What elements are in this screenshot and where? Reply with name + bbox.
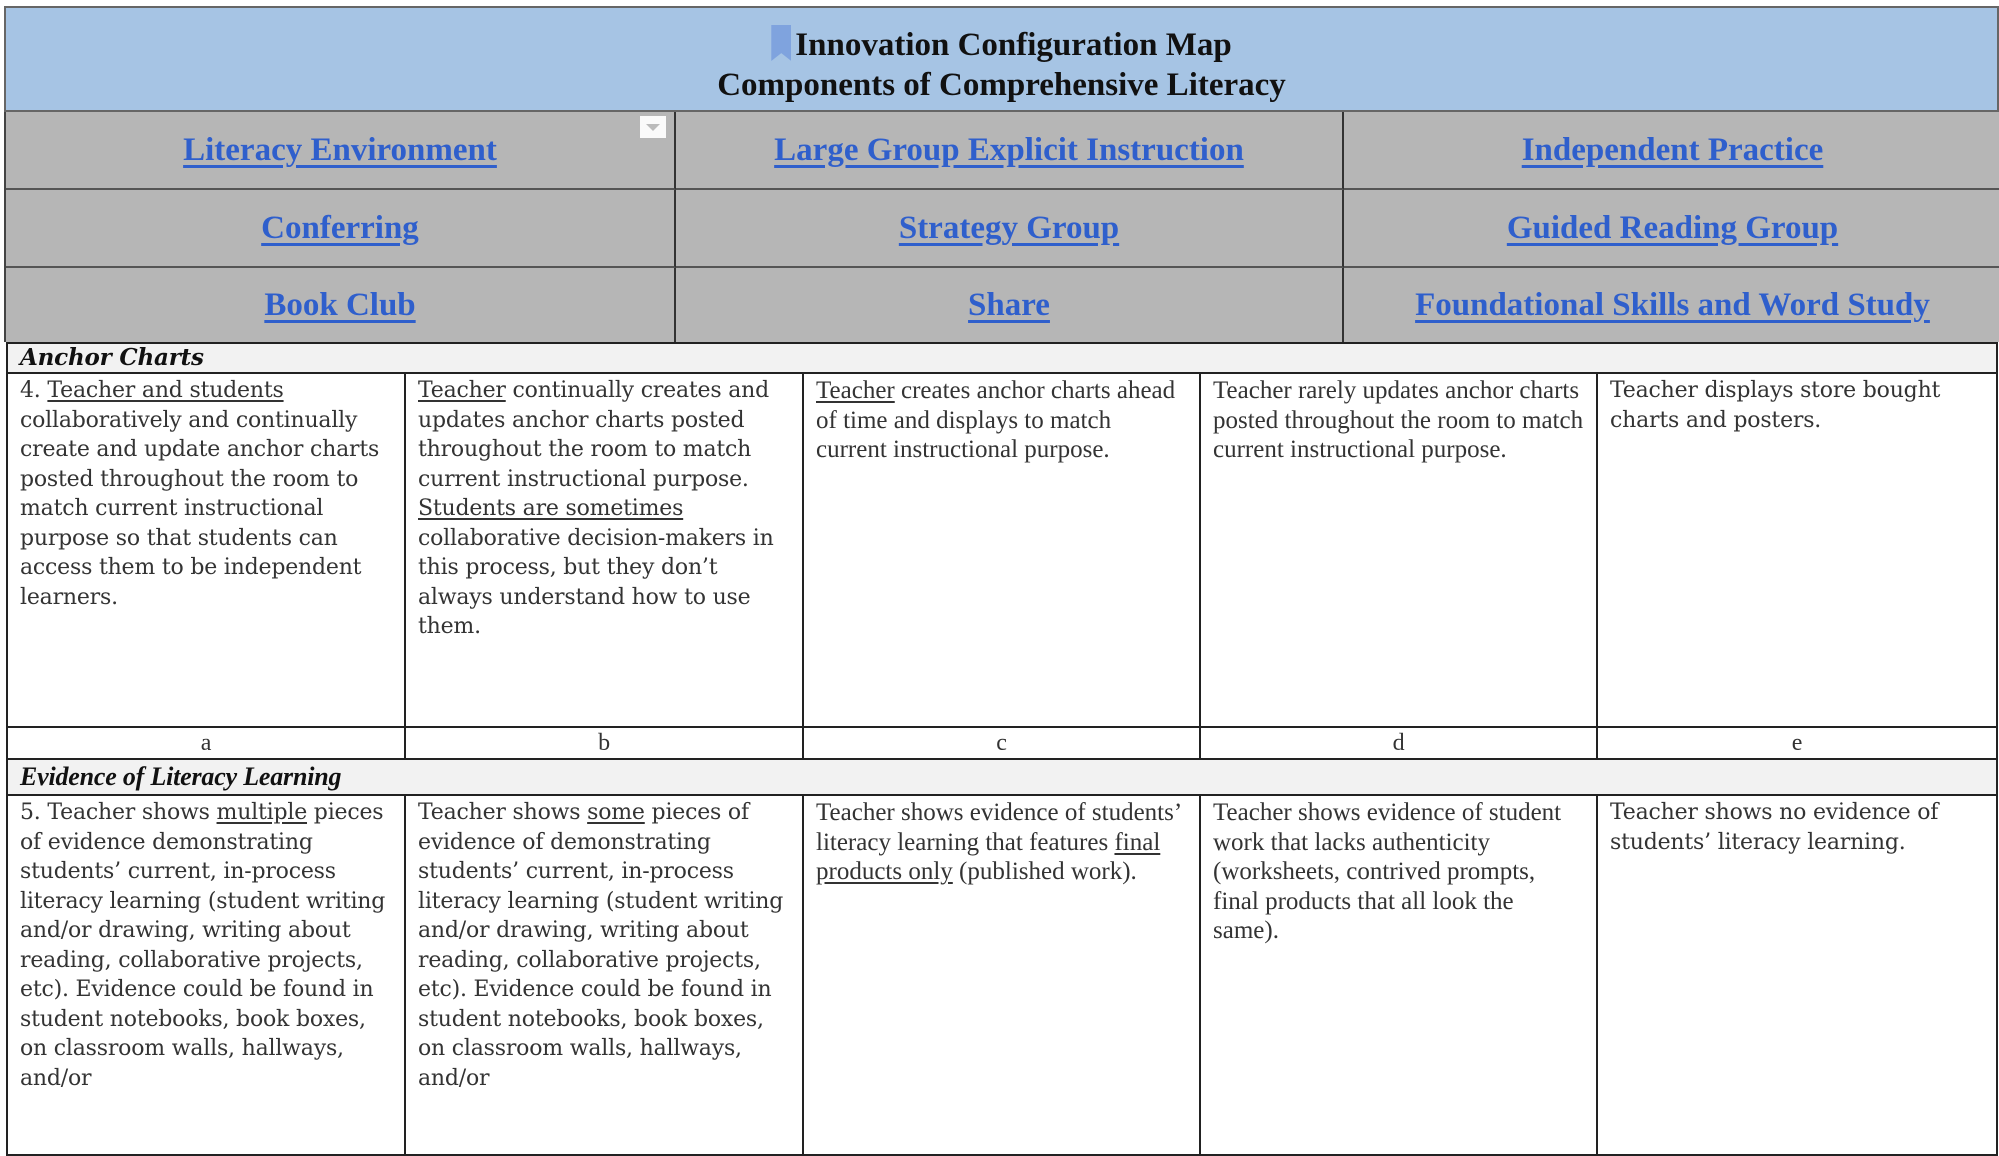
component-nav-grid	[4, 112, 1999, 342]
section-header-row	[7, 759, 1997, 795]
nav-link-independent-practice[interactable]: Independent Practice	[1521, 131, 1824, 168]
nav-link-share[interactable]: Share	[968, 286, 1050, 323]
chevron-down-icon	[646, 124, 660, 131]
nav-link-literacy-environment[interactable]: Literacy Environment	[183, 131, 497, 168]
nav-cell-large-group	[676, 112, 1344, 190]
nav-link-book-club[interactable]: Book Club	[264, 286, 416, 323]
nav-cell-strategy-group	[676, 190, 1344, 268]
level-letters-row	[7, 727, 1997, 759]
rubric-cell-e: Teacher displays store bought charts and posters.	[1597, 373, 1997, 727]
section-header-row	[7, 343, 1997, 373]
nav-cell-independent-practice	[1344, 112, 1999, 190]
rubric-cell-a: 4. Teacher and students collaboratively and continually create and update anchor charts posted throughout the room to match current instructional purpose so that students can access them to be independent learners.	[7, 373, 405, 727]
nav-link-strategy-group[interactable]: Strategy Group	[898, 209, 1120, 246]
table-row	[7, 373, 1997, 727]
rubric-cell-a: 5. Teacher shows multiple pieces of evidence demonstrating students’ current, in-process literacy learning (student writing and/or drawing, writing about reading, collaborative projects, etc). Evidence could be found in student notebooks, book boxes, on classroom walls, hallways, and/or	[7, 795, 405, 1155]
page-header	[4, 6, 1999, 112]
rubric-cell-e: Teacher shows no evidence of students’ literacy learning.	[1597, 795, 1997, 1155]
table-row	[7, 795, 1997, 1155]
section-title-evidence-of-literacy-learning: Evidence of Literacy Learning	[7, 759, 1997, 795]
level-label-d: d	[1200, 727, 1597, 759]
dropdown-button[interactable]	[640, 116, 666, 138]
level-label-b: b	[405, 727, 803, 759]
nav-cell-literacy-environment	[6, 112, 676, 190]
rubric-cell-c: Teacher creates anchor charts ahead of time and displays to match current instructional purpose.	[803, 373, 1200, 727]
nav-cell-share	[676, 268, 1344, 342]
rubric-cell-b: Teacher shows some pieces of evidence of demonstrating students’ current, in-process literacy learning (student writing and/or drawing, writing about reading, collaborative projects, etc). Evidence could be found in student notebooks, book boxes, on classroom walls, hallways, and/or	[405, 795, 803, 1155]
nav-cell-foundational-skills	[1344, 268, 1999, 342]
rubric-cell-d: Teacher shows evidence of student work that lacks authenticity (worksheets, contrived prompts, final products that all look the same).	[1200, 795, 1597, 1155]
level-label-c: c	[803, 727, 1200, 759]
nav-cell-conferring	[6, 190, 676, 268]
page-subtitle: Components of Comprehensive Literacy	[717, 67, 1286, 103]
rubric-cell-b: Teacher continually creates and updates anchor charts posted throughout the room to match current instructional purpose. Students are sometimes collaborative decision-makers in this process, but they don’t always understand how to use them.	[405, 373, 803, 727]
rubric-table	[6, 342, 1998, 1156]
nav-link-foundational-skills-and-word-study[interactable]: Foundational Skills and Word Study	[1415, 286, 1930, 323]
nav-cell-book-club	[6, 268, 676, 342]
rubric-cell-c: Teacher shows evidence of students’ literacy learning that features final products only (published work).	[803, 795, 1200, 1155]
title-line-1	[6, 25, 1997, 65]
nav-cell-guided-reading	[1344, 190, 1999, 268]
section-title-anchor-charts: Anchor Charts	[7, 343, 1997, 373]
nav-link-large-group-explicit-instruction[interactable]: Large Group Explicit Instruction	[774, 131, 1244, 168]
level-label-e: e	[1597, 727, 1997, 759]
nav-link-conferring[interactable]: Conferring	[261, 209, 419, 246]
bookmark-icon[interactable]	[771, 25, 791, 61]
nav-link-guided-reading-group[interactable]: Guided Reading Group	[1506, 209, 1839, 246]
page-title: Innovation Configuration Map	[795, 27, 1232, 63]
rubric-cell-d: Teacher rarely updates anchor charts posted throughout the room to match current instructional purpose.	[1200, 373, 1597, 727]
level-label-a: a	[7, 727, 405, 759]
